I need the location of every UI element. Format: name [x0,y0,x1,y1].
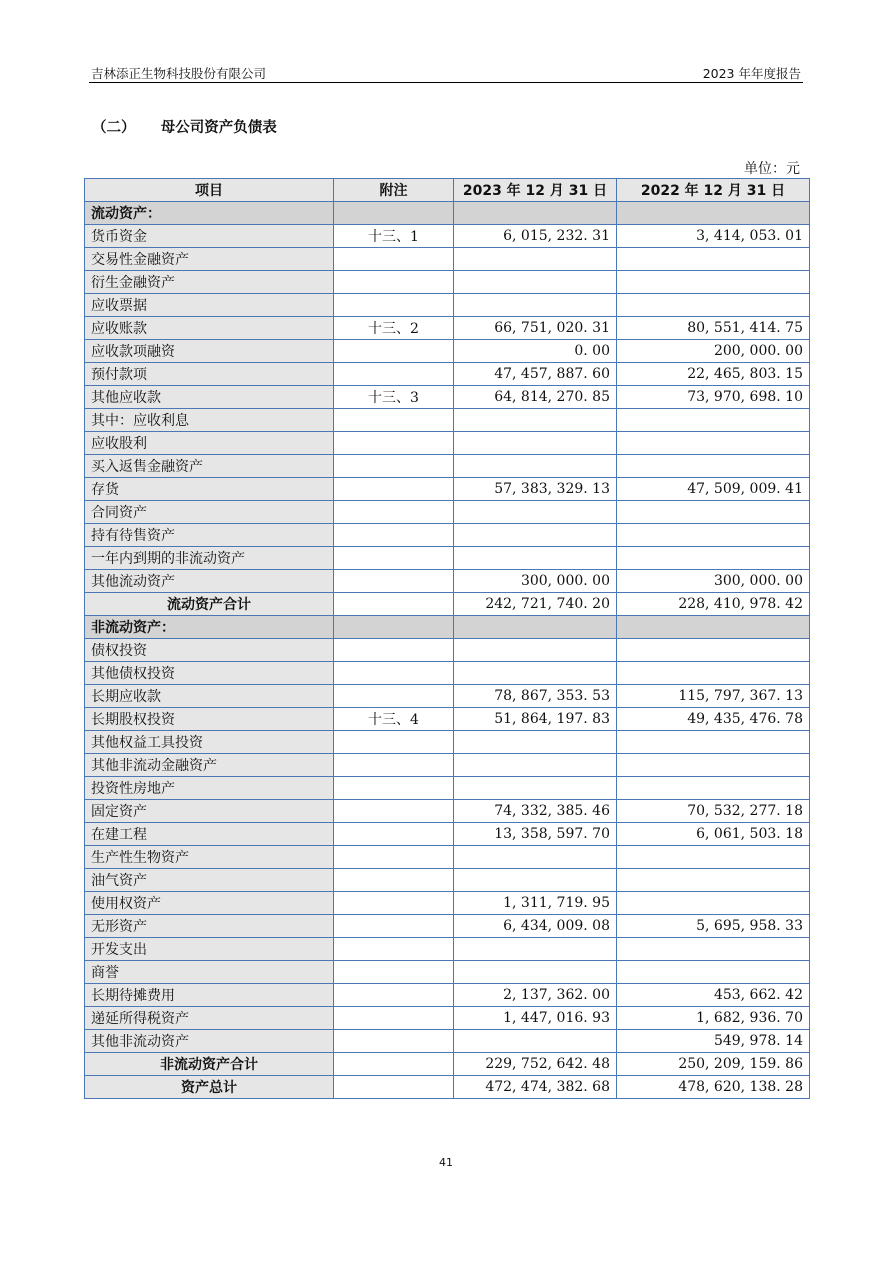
row-item-cell: 开发支出 [85,938,334,961]
page-header [89,62,803,83]
company-name: 吉林添正生物科技股份有限公司 [91,66,267,81]
row-2023-cell: 6, 434, 009. 08 [454,915,617,938]
row-item-cell: 应收账款 [85,317,334,340]
row-2022-cell: 70, 532, 277. 18 [617,800,810,823]
row-note-cell [334,455,454,478]
row-2023-cell [454,294,617,317]
row-item-cell: 持有待售资产 [85,524,334,547]
row-2022-cell [617,639,810,662]
row-2023-cell [454,869,617,892]
row-note-cell [334,432,454,455]
table-row [85,1076,810,1099]
row-2023-cell [454,248,617,271]
row-2022-cell: 200, 000. 00 [617,340,810,363]
row-item-cell: 其他权益工具投资 [85,731,334,754]
row-item-cell: 其他非流动金融资产 [85,754,334,777]
table-row [85,1053,810,1076]
table-row [85,984,810,1007]
row-item-cell: 合同资产 [85,501,334,524]
row-2023-cell: 1, 447, 016. 93 [454,1007,617,1030]
unit-label: 单位：元 [744,161,800,177]
table-row [85,271,810,294]
row-2023-cell [454,754,617,777]
table-row [85,869,810,892]
row-2023-cell: 64, 814, 270. 85 [454,386,617,409]
row-item-cell: 应收票据 [85,294,334,317]
row-2023-cell [454,501,617,524]
row-note-cell [334,340,454,363]
row-note-cell [334,1007,454,1030]
row-2023-cell [454,662,617,685]
row-note-cell [334,869,454,892]
table-header-row [85,179,810,202]
table-row [85,662,810,685]
row-note-cell [334,1053,454,1076]
column-header-2023: 2023 年 12 月 31 日 [454,179,617,202]
table-row [85,754,810,777]
table-row [85,524,810,547]
row-2023-cell [454,938,617,961]
row-2023-cell [454,432,617,455]
row-2023-cell: 66, 751, 020. 31 [454,317,617,340]
table-row [85,685,810,708]
page-number: 41 [439,1156,453,1169]
table-row [85,501,810,524]
row-note-cell [334,639,454,662]
table-row [85,294,810,317]
row-2023-cell [454,547,617,570]
row-2023-cell: 74, 332, 385. 46 [454,800,617,823]
row-2022-cell [617,662,810,685]
table-row [85,915,810,938]
table-row [85,478,810,501]
table-row [85,363,810,386]
row-2022-cell [617,777,810,800]
row-item-cell: 长期股权投资 [85,708,334,731]
row-note-cell: 十三、3 [334,386,454,409]
row-note-cell [334,892,454,915]
row-item-cell: 递延所得税资产 [85,1007,334,1030]
row-2022-cell: 228, 410, 978. 42 [617,593,810,616]
table-row [85,248,810,271]
row-2022-cell [617,455,810,478]
table-row [85,892,810,915]
table-row [85,202,810,225]
table-row [85,455,810,478]
row-2023-cell: 229, 752, 642. 48 [454,1053,617,1076]
row-note-cell [334,823,454,846]
row-note-cell [334,271,454,294]
table-row [85,731,810,754]
row-2023-cell: 51, 864, 197. 83 [454,708,617,731]
row-2022-cell: 47, 509, 009. 41 [617,478,810,501]
row-2022-cell [617,892,810,915]
row-note-cell [334,547,454,570]
row-note-cell [334,800,454,823]
report-name: 2023 年年度报告 [702,66,801,81]
row-2023-cell: 472, 474, 382. 68 [454,1076,617,1099]
table-row [85,432,810,455]
row-note-cell [334,593,454,616]
row-2022-cell: 22, 465, 803. 15 [617,363,810,386]
row-2022-cell: 80, 551, 414. 75 [617,317,810,340]
row-item-cell: 长期应收款 [85,685,334,708]
row-item-cell: 应收款项融资 [85,340,334,363]
row-item-cell: 生产性生物资产 [85,846,334,869]
row-note-cell [334,961,454,984]
row-2022-cell [617,616,810,639]
row-item-cell: 债权投资 [85,639,334,662]
row-note-cell [334,248,454,271]
table-row [85,386,810,409]
row-note-cell [334,731,454,754]
row-2022-cell [617,524,810,547]
table-row [85,846,810,869]
row-note-cell [334,570,454,593]
row-2022-cell: 5, 695, 958. 33 [617,915,810,938]
row-2022-cell: 250, 209, 159. 86 [617,1053,810,1076]
row-2023-cell [454,731,617,754]
table-row [85,409,810,432]
table-row [85,1007,810,1030]
row-2023-cell [454,271,617,294]
row-item-cell: 油气资产 [85,869,334,892]
balance-sheet-table [84,178,810,1099]
row-2022-cell: 49, 435, 476. 78 [617,708,810,731]
row-2022-cell: 6, 061, 503. 18 [617,823,810,846]
row-2023-cell: 47, 457, 887. 60 [454,363,617,386]
row-2022-cell [617,294,810,317]
row-2023-cell [454,639,617,662]
row-2022-cell: 300, 000. 00 [617,570,810,593]
row-2023-cell [454,846,617,869]
table-row [85,1030,810,1053]
row-2022-cell [617,846,810,869]
row-note-cell [334,501,454,524]
row-2023-cell [454,961,617,984]
row-2023-cell: 2, 137, 362. 00 [454,984,617,1007]
row-2023-cell: 57, 383, 329. 13 [454,478,617,501]
row-note-cell [334,478,454,501]
row-item-cell: 长期待摊费用 [85,984,334,1007]
row-2022-cell [617,869,810,892]
row-item-cell: 使用权资产 [85,892,334,915]
row-2023-cell [454,409,617,432]
section-title: （二） 母公司资产负债表 [92,120,277,136]
row-2023-cell: 0. 00 [454,340,617,363]
row-note-cell [334,524,454,547]
row-2022-cell [617,961,810,984]
row-item-cell: 资产总计 [85,1076,334,1099]
row-item-cell: 存货 [85,478,334,501]
row-note-cell [334,409,454,432]
row-note-cell [334,1076,454,1099]
table-row [85,938,810,961]
row-item-cell: 无形资产 [85,915,334,938]
row-2022-cell [617,501,810,524]
row-item-cell: 交易性金融资产 [85,248,334,271]
row-note-cell [334,754,454,777]
row-2022-cell [617,248,810,271]
row-item-cell: 买入返售金融资产 [85,455,334,478]
column-header-item: 项目 [85,179,334,202]
row-item-cell: 其他应收款 [85,386,334,409]
table-row [85,547,810,570]
row-item-cell: 衍生金融资产 [85,271,334,294]
row-2022-cell: 453, 662. 42 [617,984,810,1007]
row-item-cell: 在建工程 [85,823,334,846]
table-row [85,340,810,363]
table-row [85,708,810,731]
table-row [85,800,810,823]
row-item-cell: 货币资金 [85,225,334,248]
row-2022-cell [617,409,810,432]
row-item-cell: 流动资产： [85,202,334,225]
table-row [85,570,810,593]
row-2022-cell: 115, 797, 367. 13 [617,685,810,708]
row-2023-cell: 13, 358, 597. 70 [454,823,617,846]
row-note-cell [334,662,454,685]
row-2023-cell: 78, 867, 353. 53 [454,685,617,708]
row-2022-cell [617,754,810,777]
row-2022-cell [617,938,810,961]
row-note-cell [334,846,454,869]
row-note-cell [334,777,454,800]
row-note-cell [334,202,454,225]
row-item-cell: 其他非流动资产 [85,1030,334,1053]
row-2022-cell: 478, 620, 138. 28 [617,1076,810,1099]
table-row [85,593,810,616]
row-item-cell: 其他流动资产 [85,570,334,593]
row-2023-cell [454,202,617,225]
row-item-cell: 非流动资产： [85,616,334,639]
row-2022-cell: 73, 970, 698. 10 [617,386,810,409]
column-header-note: 附注 [334,179,454,202]
row-2023-cell: 6, 015, 232. 31 [454,225,617,248]
row-note-cell [334,984,454,1007]
row-item-cell: 应收股利 [85,432,334,455]
row-note-cell: 十三、2 [334,317,454,340]
row-note-cell [334,616,454,639]
row-2023-cell: 1, 311, 719. 95 [454,892,617,915]
row-note-cell [334,294,454,317]
column-header-2022: 2022 年 12 月 31 日 [617,179,810,202]
table-row [85,777,810,800]
table-row [85,961,810,984]
row-note-cell [334,363,454,386]
row-2023-cell [454,777,617,800]
table-row [85,616,810,639]
row-item-cell: 流动资产合计 [85,593,334,616]
row-item-cell: 预付款项 [85,363,334,386]
row-note-cell [334,915,454,938]
row-2022-cell: 1, 682, 936. 70 [617,1007,810,1030]
row-item-cell: 固定资产 [85,800,334,823]
row-2023-cell [454,616,617,639]
row-item-cell: 商誉 [85,961,334,984]
row-2022-cell: 549, 978. 14 [617,1030,810,1053]
row-note-cell [334,685,454,708]
row-2022-cell [617,547,810,570]
row-2023-cell [454,1030,617,1053]
row-2023-cell: 242, 721, 740. 20 [454,593,617,616]
row-item-cell: 其中：应收利息 [85,409,334,432]
row-2022-cell: 3, 414, 053. 01 [617,225,810,248]
table-row [85,639,810,662]
row-note-cell [334,938,454,961]
row-note-cell [334,1030,454,1053]
table-row [85,823,810,846]
table-row [85,225,810,248]
row-2022-cell [617,432,810,455]
row-2022-cell [617,202,810,225]
row-item-cell: 一年内到期的非流动资产 [85,547,334,570]
row-2022-cell [617,271,810,294]
row-2023-cell [454,455,617,478]
row-item-cell: 非流动资产合计 [85,1053,334,1076]
row-2022-cell [617,731,810,754]
row-note-cell: 十三、4 [334,708,454,731]
table-row [85,317,810,340]
row-note-cell: 十三、1 [334,225,454,248]
row-item-cell: 其他债权投资 [85,662,334,685]
table-body [85,202,810,1099]
row-2023-cell: 300, 000. 00 [454,570,617,593]
row-item-cell: 投资性房地产 [85,777,334,800]
row-2023-cell [454,524,617,547]
